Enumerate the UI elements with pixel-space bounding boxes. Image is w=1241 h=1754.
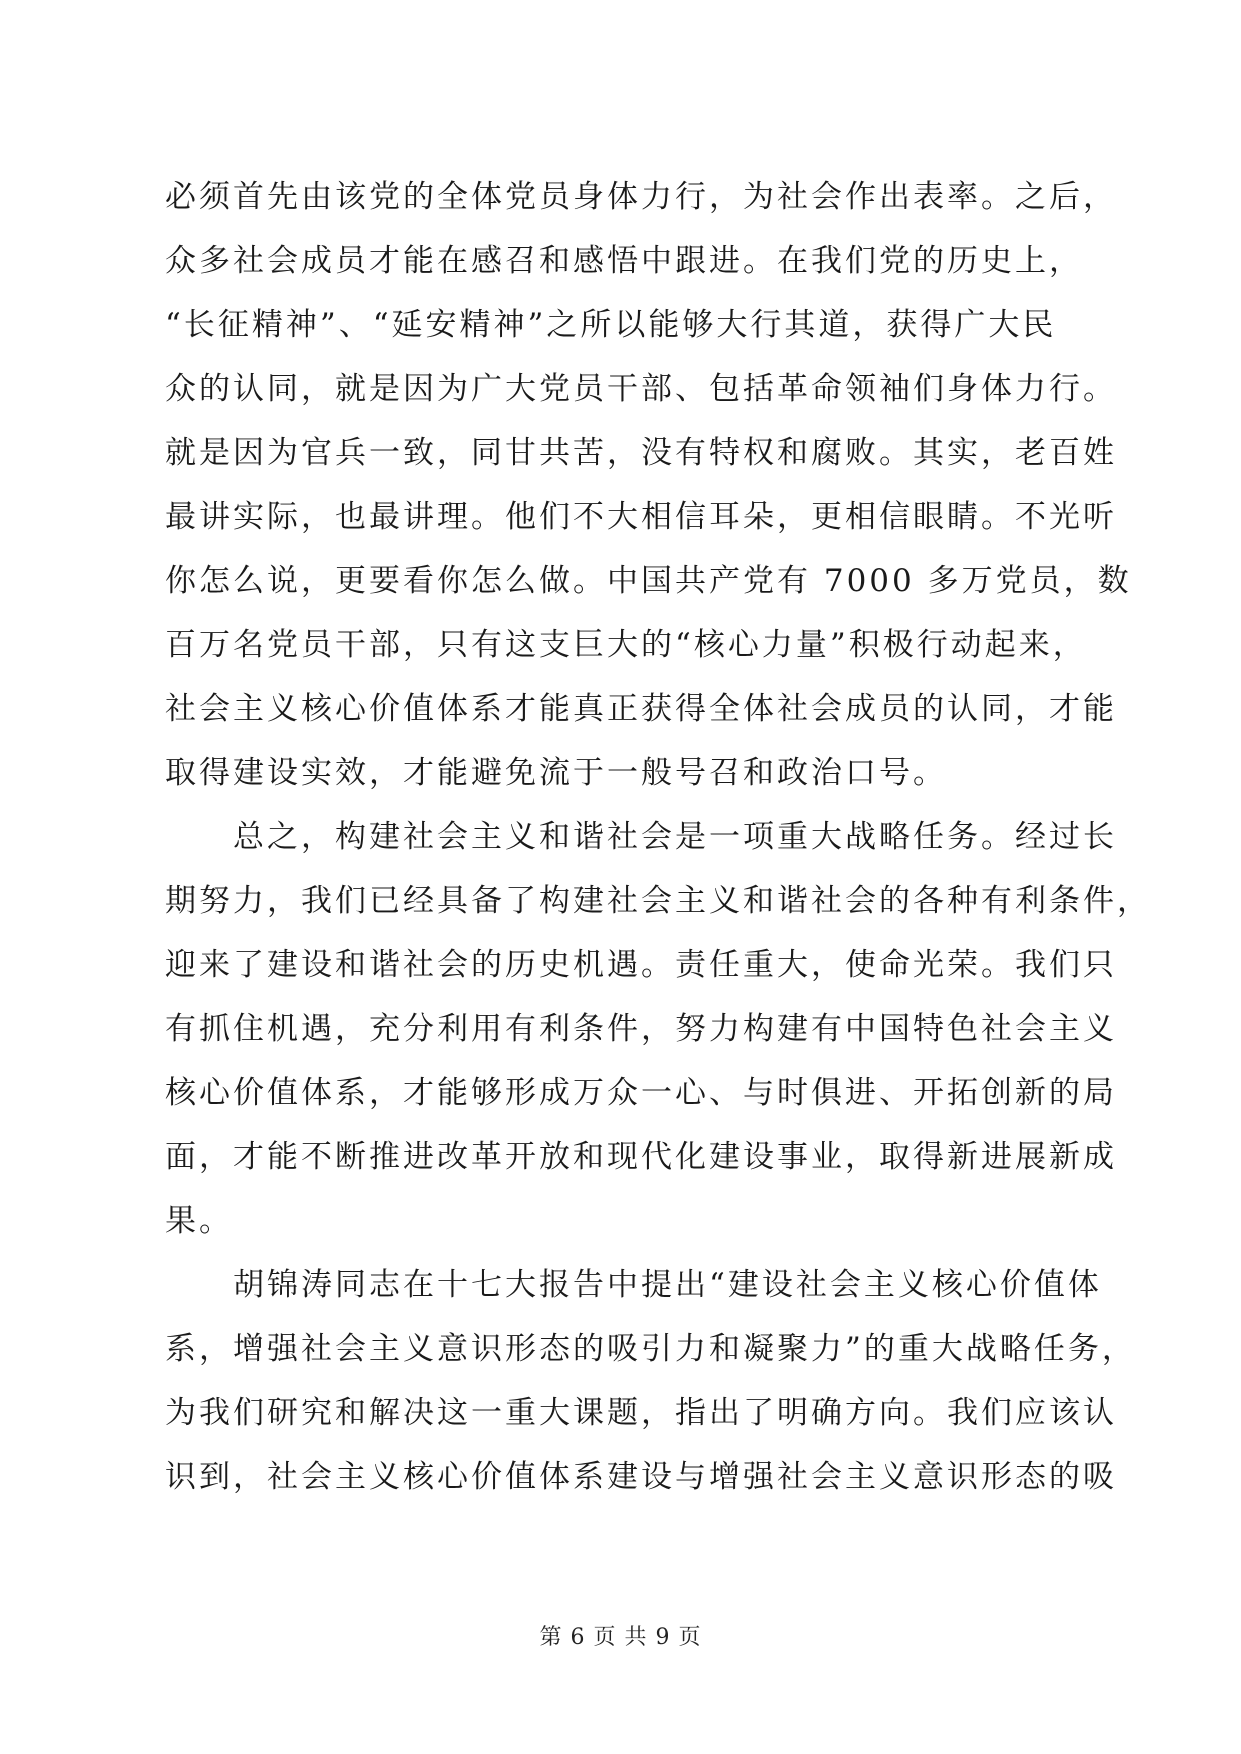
text-line: 众多社会成员才能在感召和感悟中跟进。在我们党的历史上， — [165, 243, 1083, 279]
text-line: 有抓住机遇，充分利用有利条件，努力构建有中国特色社会主义 — [165, 1011, 1117, 1047]
text-line: 面，才能不断推进改革开放和现代化建设事业，取得新进展新成 — [165, 1139, 1117, 1175]
page-footer: 第 6 页 共 9 页 — [539, 1625, 702, 1650]
text-line: 百万名党员干部，只有这支巨大的“核心力量”积极行动起来， — [165, 627, 1087, 663]
text-line: 社会主义核心价值体系才能真正获得全体社会成员的认同，才能 — [165, 691, 1117, 727]
text-line: 胡锦涛同志在十七大报告中提出“建设社会主义核心价值体 — [165, 1267, 1102, 1303]
text-line: 迎来了建设和谐社会的历史机遇。责任重大，使命光荣。我们只 — [165, 947, 1117, 983]
text-line: 总之，构建社会主义和谐社会是一项重大战略任务。经过长 — [165, 819, 1117, 855]
text-line: 必须首先由该党的全体党员身体力行，为社会作出表率。之后， — [165, 179, 1117, 215]
text-line: 识到，社会主义核心价值体系建设与增强社会主义意识形态的吸 — [165, 1459, 1117, 1495]
text-line: 系，增强社会主义意识形态的吸引力和凝聚力”的重大战略任务， — [165, 1331, 1136, 1367]
text-line: 核心价值体系，才能够形成万众一心、与时俱进、开拓创新的局 — [165, 1075, 1117, 1111]
text-line: 你怎么说，更要看你怎么做。中国共产党有 7000 多万党员，数 — [165, 563, 1132, 599]
text-line: 为我们研究和解决这一重大课题，指出了明确方向。我们应该认 — [165, 1395, 1117, 1431]
text-line: 众的认同，就是因为广大党员干部、包括革命领袖们身体力行。 — [165, 371, 1117, 407]
text-line: “长征精神”、“延安精神”之所以能够大行其道，获得广大民 — [165, 307, 1057, 343]
text-line: 取得建设实效，才能避免流于一般号召和政治口号。 — [165, 755, 947, 791]
text-line: 就是因为官兵一致，同甘共苦，没有特权和腐败。其实，老百姓 — [165, 435, 1117, 471]
text-line: 期努力，我们已经具备了构建社会主义和谐社会的各种有利条件， — [165, 883, 1151, 919]
text-line: 最讲实际，也最讲理。他们不大相信耳朵，更相信眼睛。不光听 — [165, 499, 1117, 535]
text-line: 果。 — [165, 1203, 233, 1239]
document-body — [165, 165, 1151, 1509]
